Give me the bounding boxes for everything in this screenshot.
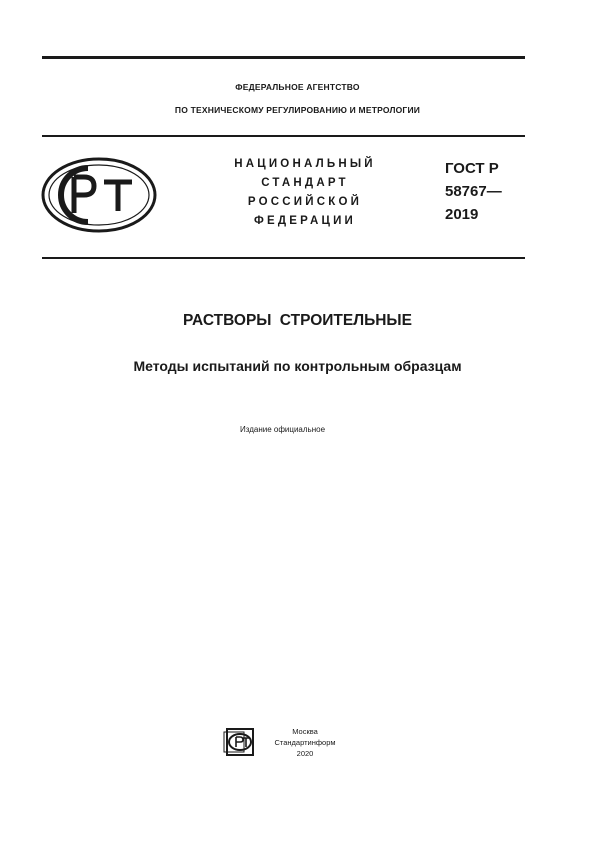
middle-rule bbox=[42, 135, 525, 137]
agency-line-1: ФЕДЕРАЛЬНОЕ АГЕНТСТВО bbox=[235, 82, 360, 92]
bottom-rule bbox=[42, 257, 525, 259]
gost-line-3: 2019 bbox=[445, 206, 479, 223]
edition-note: Издание официальное bbox=[239, 425, 326, 434]
publisher-name: Стандартинформ bbox=[274, 738, 336, 747]
standard-line-1: НАЦИОНАЛЬНЫЙ bbox=[234, 158, 376, 170]
gost-line-2: 58767— bbox=[445, 183, 502, 200]
gost-line-1: ГОСТ Р bbox=[445, 160, 499, 177]
standartinform-logo-icon bbox=[223, 728, 265, 756]
standard-line-3: РОССИЙСКОЙ bbox=[247, 196, 363, 208]
rst-certification-mark-icon bbox=[40, 155, 158, 235]
top-rule bbox=[42, 56, 525, 59]
standard-type-block bbox=[205, 155, 405, 231]
standard-line-4: ФЕДЕРАЦИИ bbox=[253, 215, 357, 227]
document-subtitle: Методы испытаний по контрольным образцам bbox=[133, 358, 462, 374]
gost-number-block bbox=[445, 157, 502, 226]
publisher-block bbox=[265, 726, 345, 759]
publication-year: 2020 bbox=[296, 749, 314, 758]
standard-line-2: СТАНДАРТ bbox=[261, 177, 349, 189]
agency-line-2: ПО ТЕХНИЧЕСКОМУ РЕГУЛИРОВАНИЮ И МЕТРОЛОГИИ bbox=[174, 105, 421, 115]
publisher-city: Москва bbox=[292, 727, 318, 736]
document-title: РАСТВОРЫ СТРОИТЕЛЬНЫЕ bbox=[183, 312, 412, 329]
